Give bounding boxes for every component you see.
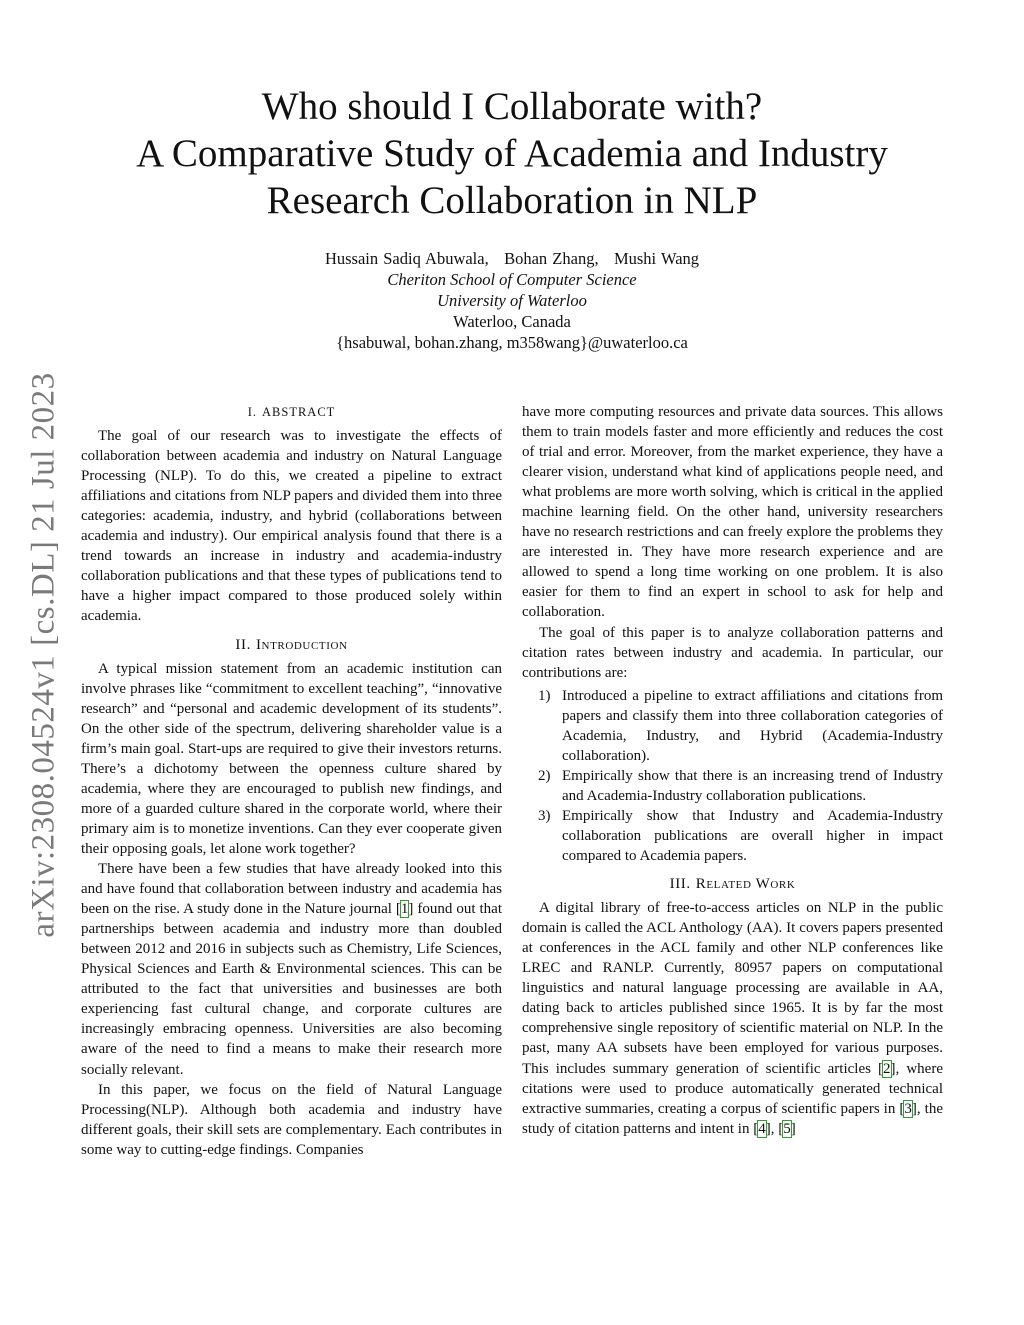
author-block [60, 248, 964, 353]
related-text-c: , the study of citation patterns and intent in [522, 1100, 943, 1137]
citation-number[interactable]: 2 [883, 1060, 891, 1077]
citation-link-5[interactable] [778, 1121, 796, 1137]
arxiv-side-stamp: arXiv:2308.04524v1 [cs.DL] 21 Jul 2023 [25, 372, 62, 938]
contribution-text: Empirically show that Industry and Academia-Industry collaboration publications are overall higher in impact compared to Academia papers. [562, 807, 943, 865]
contributions-list [522, 686, 943, 866]
citation-number[interactable]: 4 [758, 1120, 766, 1137]
citation-link-2[interactable] [878, 1061, 896, 1077]
related-text-b: , where citations were used to produce automatically generated technical extractive summaries, creating a corpus of scientific papers in [522, 1060, 943, 1117]
abstract-heading [81, 402, 502, 422]
citation-link-1[interactable] [396, 901, 414, 917]
abstract-text: The goal of our research was to investigate the effects of collaboration between academia and industry on Natural Language Processing (NLP). To do this, we created a pipeline to extract affiliations and citations from NLP papers and divided them into three categories: academia, industry, and hybrid (collaborations between academia and industry). Our empirical analysis found that there is a trend towards an increase in industry and academia-industry collaboration publications and that these types of publications tend to have a higher impact compared to those produced solely within academia. [81, 428, 502, 625]
contribution-text: Introduced a pipeline to extract affiliations and citations from papers and classify them into three collaboration categories of Academia, Industry, and Hybrid (Academia-Industry collaboration). [562, 687, 943, 764]
intro-heading [81, 635, 502, 655]
abstract-title: ABSTRACT [262, 405, 336, 419]
related-text-d: , [770, 1120, 779, 1137]
right-column [522, 402, 943, 1139]
left-column [81, 402, 502, 1160]
citation-number[interactable]: 3 [904, 1100, 912, 1117]
intro-paragraph-4: The goal of this paper is to analyze collaboration patterns and citation rates between industry and academia. In particular, our contributions are: [522, 624, 943, 681]
contribution-item [522, 806, 943, 866]
intro-paragraph-3-continued: have more computing resources and private data sources. This allows them to train models faster and more efficiently and reduces the cost of trial and error. Moreover, from the market experience, they have a clearer vision, understand what kind of applications people need, and what problems are more worth solving, which is critical in the applied machine learning field. On the other hand, university researchers have no research restrictions and can freely explore the problems they are interested in. They have more research experience and are allowed to spend a long time working on one problem. It is also easier for them to find an expert in school to ask for help and collaboration. [522, 404, 943, 621]
author-name: , Bohan Zhang [485, 249, 595, 268]
related-work-heading [522, 874, 943, 894]
author-department: Cheriton School of Computer Science [387, 270, 637, 289]
paper-title [60, 83, 964, 224]
abstract-number: I. [247, 405, 257, 419]
related-title: Related Work [695, 876, 796, 893]
citation-link-3[interactable] [899, 1101, 917, 1117]
title-line-2: A Comparative Study of Academia and Industry [136, 132, 888, 175]
contribution-text: Empirically show that there is an increasing trend of Industry and Academia-Industry collaboration publications. [562, 767, 943, 804]
intro-p2-text-a: There have been a few studies that have already looked into this and have found that collaboration between industry and academia has been on the rise. A study done in the Nature journal [81, 861, 502, 918]
contribution-item [522, 766, 943, 806]
citation-number[interactable]: 1 [400, 901, 409, 918]
intro-paragraph-2 [81, 859, 502, 1080]
title-line-1: Who should I Collaborate with? [261, 85, 763, 128]
related-paragraph-1 [522, 898, 943, 1139]
contribution-number: 2) [538, 767, 551, 784]
intro-paragraph-3: In this paper, we focus on the field of Natural Language Processing(NLP). Although both academia and industry have different goals, their skill sets are complementary. Each contributes in some way to cutting-edge findings. Companies [81, 1081, 502, 1158]
author-emails: {hsabuwal, bohan.zhang, m358wang}@uwaterloo.ca [336, 333, 688, 352]
intro-paragraph-1: A typical mission statement from an academic institution can involve phrases like “commitment to excellent teaching”, “innovative research” and “personal and academic development of its students”. On the other side of the spectrum, delivering shareholder value is a firm’s main goal. Start-ups are required to give their investors returns. There’s a dichotomy between the openness culture shared by academia, where they are encouraged to publish new findings, and more of a guarded culture shared in the corporate world, where their primary aim is to monetize inventions. Can they ever cooperate given their opposing goals, let alone work together? [81, 660, 502, 857]
citation-link-4[interactable] [753, 1121, 771, 1137]
contribution-number: 1) [538, 687, 551, 704]
related-text-a: A digital library of free-to-access articles on NLP in the public domain is called the ACL Anthology (AA). It covers papers presented at conferences in the ACL family and other NLP conferences like LREC and RANLP. Currently, 80957 papers on computational linguistics and natural language processing are available in AA, dating back to articles published since 1965. It is by far the most comprehensive single repository of scientific material on NLP. In the past, many AA subsets have been employed for various purposes. This includes summary generation of scientific articles [522, 900, 943, 1077]
author-names [60, 248, 964, 269]
related-number: III. [669, 876, 691, 893]
author-location: Waterloo, Canada [453, 312, 571, 331]
intro-number: II. [235, 636, 251, 653]
author-university: University of Waterloo [437, 291, 587, 310]
author-name: , Mushi Wang [594, 249, 699, 268]
contribution-item [522, 686, 943, 766]
contribution-number: 3) [538, 807, 551, 824]
author-name: Hussain Sadiq Abuwala [324, 249, 485, 268]
intro-p2-text-b: found out that partnerships between academia and industry more than doubled between 2012 and 2016 in subjects such as Chemistry, Life Sciences, Physical Sciences and Earth & Environmental sciences. This can be attributed to the fact that universities and businesses are both experiencing fast cultural change, and corporate cultures are increasingly embracing openness. Universities are also becoming aware of the need to find a means to make their research more socially relevant. [81, 901, 503, 1078]
intro-title: Introduction [255, 636, 348, 653]
citation-number[interactable]: 5 [783, 1120, 791, 1137]
title-line-3: Research Collaboration in NLP [266, 179, 758, 222]
